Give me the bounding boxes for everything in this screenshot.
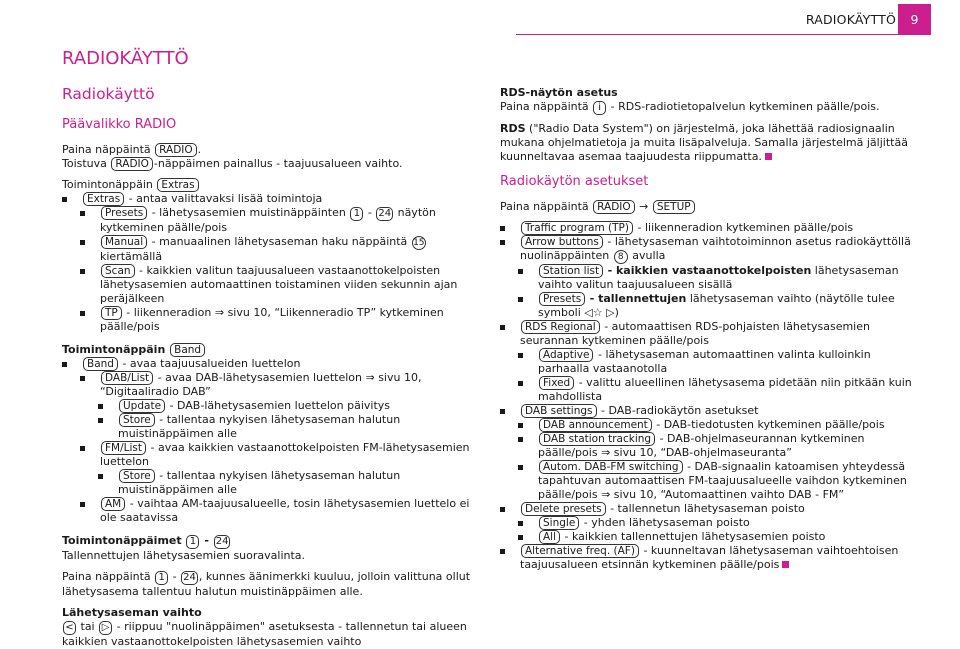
key-1: 1 (350, 207, 363, 221)
key-1: 1 (155, 571, 168, 585)
text: - DAB-ohjelmaseurannan kytkeminen päälle/pois (538, 432, 865, 459)
text: Paina näppäintä (62, 143, 151, 156)
manual-key: Manual (101, 235, 147, 249)
am-key: AM (101, 497, 125, 511)
paragraph (62, 534, 482, 549)
text: - kaikkien tallennettujen lähetysasemien poisto (564, 530, 826, 543)
list-item (80, 306, 482, 334)
list-item (500, 502, 920, 516)
list-item (518, 376, 920, 404)
key-24: 24 (215, 536, 229, 547)
paragraph (62, 620, 482, 649)
reference-arrow-icon: ⇒ (601, 446, 611, 459)
text: sivu 10, “Automaattinen vaihto DAB - FM” (613, 488, 845, 501)
list-item (518, 348, 920, 376)
list-item (80, 206, 482, 235)
list-item (62, 357, 482, 371)
section-title: Radiokäyttö (62, 85, 155, 103)
text: kiertämällä (100, 250, 163, 263)
extras-key: Extras (83, 192, 124, 206)
reference-arrow-icon: ⇒ (214, 306, 225, 319)
text: RDS (500, 122, 526, 135)
list-item (62, 192, 482, 206)
list-item (500, 221, 920, 235)
text: - RDS-radiotietopalvelun kytkeminen päälle/pois. (610, 100, 880, 113)
page-number: 9 (898, 4, 931, 35)
text: - lähetysaseman vaihtotoiminnon asetus radiokäyttöllä nuolinäppäinten (520, 235, 911, 262)
text: Paina näppäintä (500, 200, 589, 213)
update-key: Update (119, 399, 165, 413)
text: näytön kytkeminen päälle/pois (100, 206, 436, 234)
subsection-title: Päävalikko RADIO (62, 117, 177, 132)
list-item (500, 544, 920, 572)
text: sivu 10, “DAB-ohjelmaseuranta” (613, 446, 792, 459)
list-item (500, 235, 920, 264)
single-key: Single (539, 516, 579, 530)
band-key: Band (170, 343, 205, 357)
adaptive-key: Adaptive (539, 348, 593, 362)
list-item (518, 460, 920, 502)
text: - (172, 570, 177, 583)
text: . (197, 143, 202, 156)
list-item (518, 264, 920, 292)
radio-key: RADIO (111, 157, 153, 171)
text: - automaattisen RDS-pohjaisten lähetysasemien seurannan kytkeminen päälle/pois (520, 320, 870, 347)
arrow-icon: → (639, 200, 649, 213)
text: , kunnes äänimerkki kuuluu, jolloin valittuna ollut lähetysasema tallentuu halutun muistinäppäimen alle. (62, 570, 471, 598)
alternative-freq-key: Alternative freq. (AF) (521, 544, 639, 558)
text: - DAB-tiedotusten kytkeminen päälle/pois (656, 418, 885, 431)
delete-presets-key: Delete presets (521, 502, 606, 516)
page-header (0, 0, 960, 34)
text: Toistuva (62, 157, 107, 170)
reference-arrow-icon: ⇒ (365, 371, 375, 384)
text: sivu 10, “Digitaaliradio DAB” (100, 371, 422, 398)
paragraph (500, 122, 920, 164)
text: - (367, 206, 372, 219)
paragraph: RDS-näytön asetus (500, 86, 618, 99)
extras-key: Extras (157, 178, 198, 192)
text: - lähetysasemien muistinäppäinten (151, 206, 346, 219)
paragraph (62, 157, 482, 171)
list-item (98, 399, 482, 413)
text: - lähetysaseman automaattinen valinta kulloinkin parhaalla vastaanotolla (538, 348, 871, 375)
text: - DAB-radiokäytön asetukset (601, 404, 759, 417)
text: ("Radio Data System") on järjestelmä, joka lähettää radiosignaalin mukana ohjelmatietoja ja muita lisäpalveluja. Samalla järjestelmä jäljittää kuunneltavaa asemaa taajuudesta riippumatta. (500, 122, 908, 163)
text: - tallentaa nykyisen lähetysaseman halutun muistinäppäimen alle (118, 413, 401, 440)
key-24: 24 (378, 208, 392, 219)
scan-key: Scan (101, 264, 135, 278)
reference-arrow-icon: ⇒ (601, 488, 611, 501)
text: - kaikkien vastaanottokelpoisten (607, 264, 812, 277)
dab-list-key: DAB/List (101, 371, 153, 385)
text: -näppäimen painallus - taajuusalueen vaihto. (153, 157, 403, 170)
paragraph: Tallennettujen lähetysasemien suoravalinta. (62, 549, 306, 562)
text: - (204, 534, 209, 547)
list-item (80, 235, 482, 264)
text: - liikenneradion kytkeminen päälle/pois (637, 221, 854, 234)
list-item (518, 292, 920, 320)
text: - liikenneradion (126, 306, 212, 319)
list-item (518, 530, 920, 544)
list-item (518, 432, 920, 460)
text: - kuunneltavan lähetysaseman vaihtoehtoisen taajuusalueen etsinnän kytkeminen päälle/pois (520, 544, 899, 571)
text: Toimintonäppäin (62, 343, 166, 356)
text: - avaa taajuusalueiden luettelon (122, 357, 301, 370)
text: - avaa DAB-lähetysasemien luettelon (157, 371, 362, 384)
list-item (500, 320, 920, 348)
paragraph (62, 570, 482, 599)
text: - tallennettujen (589, 292, 687, 305)
running-header: RADIOKÄYTTÖ (805, 12, 896, 27)
auto-dab-fm-key: Autom. DAB-FM switching (539, 460, 683, 474)
end-mark-icon (782, 561, 789, 568)
fm-list-key: FM/List (101, 441, 146, 455)
paragraph (500, 100, 920, 115)
list-item (80, 497, 482, 525)
text: sivu 10, “Liikenneradio TP” kytkeminen päälle/pois (100, 306, 444, 333)
knob-8: 8 (614, 250, 628, 264)
text: - riippuu "nuolinäppäimen" asetuksesta - tallennetun tai alueen kaikkien vastaanottokelpoisten lähetysasemien vaihto (62, 620, 467, 648)
setup-key: SETUP (653, 200, 695, 214)
text: Paina näppäintä (62, 570, 151, 583)
text: - tallentaa nykyisen lähetysaseman halutun muistinäppäimen alle (118, 469, 401, 496)
text: - manuaalinen lähetysaseman haku näppäintä (151, 235, 408, 248)
paragraph (500, 200, 920, 214)
store-key: Store (119, 469, 155, 483)
paragraph: Lähetysaseman vaihto (62, 606, 202, 619)
list-item (518, 418, 920, 432)
presets-key: Presets (539, 292, 585, 306)
preset-right-symbol-icon: ▷) (606, 306, 619, 319)
radio-key: RADIO (155, 143, 197, 157)
tp-key: TP (101, 306, 122, 320)
text: - valittu alueellinen lähetysasema pidetään niin pitkään kuin mahdollista (538, 376, 912, 403)
rds-regional-key: RDS Regional (521, 320, 600, 334)
text: tai (80, 620, 95, 633)
text: Paina näppäintä (500, 100, 589, 113)
chapter-title: RADIOKÄYTTÖ (62, 48, 189, 69)
key-left-arrow: < (63, 621, 76, 635)
list-item (98, 469, 482, 497)
text: - kaikkien valitun taajuusalueen vastaanottokelpoisten lähetysasemien automaattinen toistaminen viiden sekunnin ajan peräjälkeen (100, 264, 458, 305)
text: lähetysaseman vaihto (näytölle tulee symboli (538, 292, 895, 319)
traffic-program-key: Traffic program (TP) (521, 221, 633, 235)
text: avulla (632, 249, 666, 262)
header-rule (516, 34, 931, 35)
store-key: Store (119, 413, 155, 427)
text: - tallennetun lähetysaseman poisto (610, 502, 805, 515)
dab-settings-key: DAB settings (521, 404, 597, 418)
left-column (62, 48, 482, 649)
text: - DAB-signaalin katoamisen yhteydessä tapahtuvan automaattisen FM-taajuusalueelle vaihdon kytkeminen päälle/pois (538, 460, 907, 501)
text: Toimintonäppäin (62, 178, 153, 191)
arrow-buttons-key: Arrow buttons (521, 235, 603, 249)
list-item (80, 371, 482, 399)
preset-left-symbol-icon: ◁☆ (584, 306, 603, 319)
info-key: i (593, 101, 606, 115)
band-key: Band (83, 357, 118, 371)
key-right-arrow: ▷ (99, 621, 112, 635)
fixed-key: Fixed (539, 376, 574, 390)
text: - antaa valittavaksi lisää toimintoja (128, 192, 323, 205)
paragraph (62, 143, 482, 157)
knob-15: 15 (413, 238, 425, 248)
radio-key: RADIO (593, 200, 635, 214)
list-item (80, 441, 482, 469)
station-list-key: Station list (539, 264, 603, 278)
paragraph (62, 178, 482, 192)
end-mark-icon (765, 153, 772, 160)
dab-announcement-key: DAB announcement (539, 418, 652, 432)
presets-key: Presets (101, 206, 147, 220)
text: - DAB-lähetysasemien luettelon päivitys (169, 399, 390, 412)
text: - vaihtaa AM-taajuusalueelle, tosin lähetysasemien luettelo ei ole saatavissa (100, 497, 470, 524)
text: - avaa kaikkien vastaanottokelpoisten FM-lähetysasemien luettelon (100, 441, 470, 468)
list-item (98, 413, 482, 441)
key-24: 24 (183, 572, 196, 583)
list-item (518, 516, 920, 530)
list-item (80, 264, 482, 306)
right-column (500, 86, 920, 572)
paragraph (62, 343, 482, 357)
dab-station-tracking-key: DAB station tracking (539, 432, 655, 446)
list-item (500, 404, 920, 418)
text: - yhden lähetysaseman poisto (583, 516, 750, 529)
subsection-title: Radiokäytön asetukset (500, 174, 649, 189)
key-1: 1 (186, 535, 199, 549)
text: lähetysaseman vaihto valitun taajuusalueen sisällä (538, 264, 899, 291)
text: Toimintonäppäimet (62, 534, 182, 547)
all-key: All (539, 530, 560, 544)
